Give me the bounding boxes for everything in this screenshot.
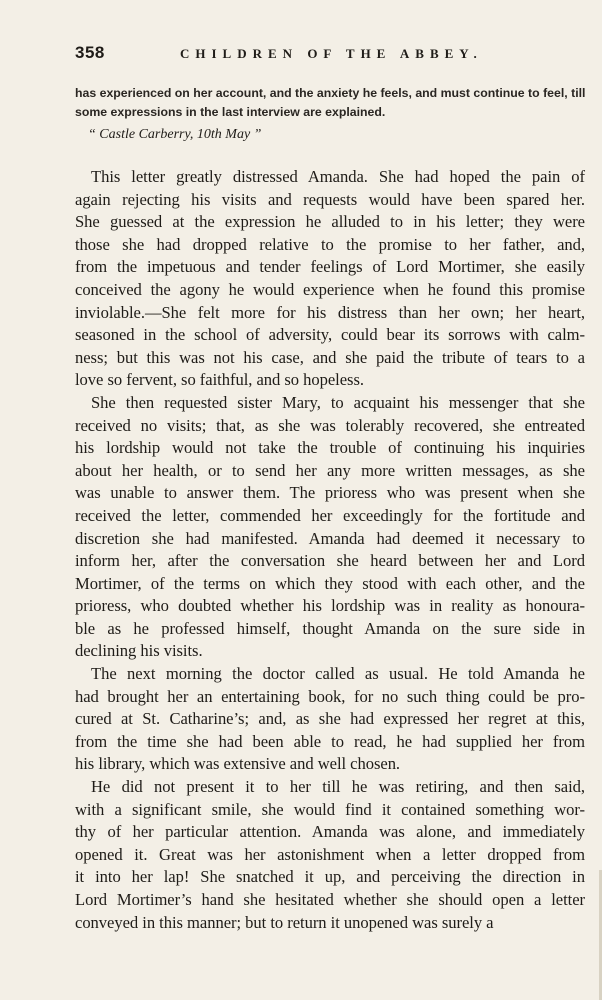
- text-line: This letter greatly distressed Amanda. She had hoped the pain of: [91, 167, 585, 186]
- text-line: She then requested sister Mary, to acquaint his messenger that she: [91, 392, 585, 412]
- text-line: about her health, or to send her any more written messages, as she: [75, 460, 585, 480]
- text-line: again rejecting his visits and requests would have been spared her.: [75, 189, 585, 209]
- text-line: The next morning the doctor called as usual. He told Amanda he: [91, 664, 585, 684]
- letter-signature: “ Castle Carberry, 10th May ”: [88, 127, 262, 142]
- text-line: his lordship would not take the trouble of continuing his inquiries: [75, 438, 585, 458]
- body-text: [75, 166, 585, 934]
- text-line: seasoned in the school of adversity, could bear its sorrows with calm-: [75, 325, 585, 345]
- text-line: conceived the agony he would experience when he found this promise: [75, 279, 585, 299]
- text-line: ness; but this was not his case, and she paid the tribute of tears to a: [75, 347, 585, 367]
- page-header: [75, 43, 515, 65]
- text-line: Lord Mortimer’s hand she hesitated whether she should open a letter: [75, 890, 585, 909]
- running-title: CHILDREN OF THE ABBEY.: [180, 46, 483, 61]
- text-line: ble as he professed himself, thought Amanda on the sure side in: [75, 618, 585, 638]
- text-line: Mortimer, of the terms on which they stood with each other, and the: [75, 573, 585, 593]
- page-number: 358: [75, 43, 105, 62]
- text-line: love so fervent, so faithful, and so hopeless.: [75, 370, 364, 390]
- text-line: it into her lap! She snatched it up, and perceiving the direction in: [75, 867, 585, 887]
- text-line: discretion she had manifested. Amanda had deemed it necessary to: [75, 528, 585, 548]
- text-line: those she had dropped relative to the promise to her father, and,: [75, 234, 585, 254]
- text-line: He did not present it to her till he was retiring, and then said,: [91, 777, 585, 797]
- text-line: from the impetuous and tender feelings of Lord Mortimer, she easily: [75, 257, 585, 277]
- text-line: received no visits; that, as she was tolerably recovered, she entreated: [75, 415, 585, 435]
- text-line: thy of her particular attention. Amanda was alone, and immediately: [75, 822, 585, 842]
- text-line: with a significant smile, she would find it contained something wor-: [75, 799, 585, 819]
- text-line: his library, which was extensive and well chosen.: [75, 754, 401, 774]
- text-line: was unable to answer them. The prioress who was present when she: [75, 483, 585, 503]
- text-line: conveyed in this manner; but to return it unopened was surely a: [75, 912, 494, 932]
- text-line: She guessed at the expression he alluded to in his letter; they were: [75, 212, 585, 232]
- text-line: inform her, after the conversation she heard between her and Lord: [75, 551, 585, 571]
- text-line: had brought her an entertaining book, for no such thing could be pro-: [75, 686, 585, 706]
- text-line: received the letter, commended her exceedingly for the fortitude and: [75, 505, 585, 525]
- text-line: from the time she had been able to read, he had supplied her from: [75, 731, 585, 751]
- letter-line: some expressions in the last interview are explained.: [75, 105, 386, 119]
- letter-ending: [75, 84, 595, 122]
- text-line: inviolable.—She felt more for his distress than her own; her heart,: [75, 302, 585, 322]
- text-line: prioress, who doubted whether his lordship was in reality as honoura-: [75, 596, 585, 616]
- text-line: opened it. Great was her astonishment when a letter dropped from: [75, 844, 585, 864]
- letter-line: has experienced on her account, and the anxiety he feels, and must continue to feel, till: [75, 86, 586, 100]
- text-line: declining his visits.: [75, 641, 203, 661]
- text-line: cured at St. Catharine’s; and, as she had expressed her regret at this,: [75, 709, 585, 729]
